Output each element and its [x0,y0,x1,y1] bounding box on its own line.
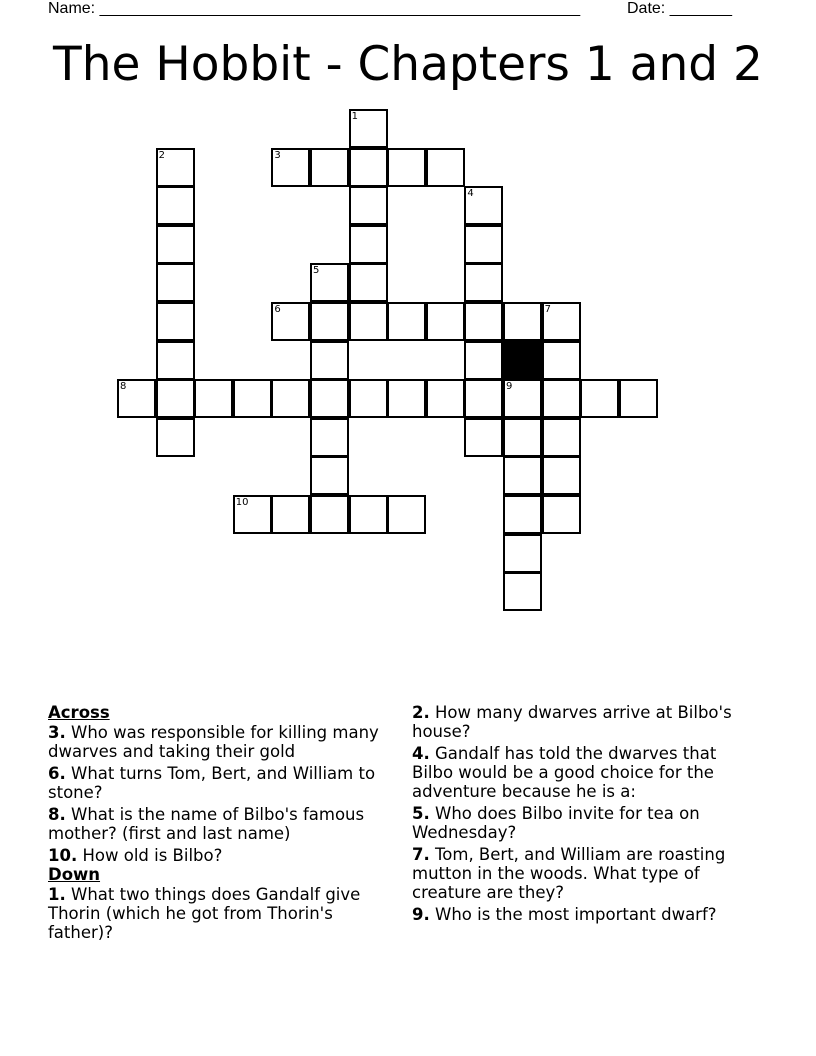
crossword-cell[interactable] [503,379,542,418]
crossword-cell[interactable] [349,263,388,302]
cell-number: 3 [274,149,281,161]
cell-number: 5 [313,265,320,277]
crossword-cell[interactable] [156,418,195,457]
crossword-cell[interactable] [464,341,503,380]
crossword-cell[interactable] [156,341,195,380]
crossword-cell[interactable] [271,302,310,341]
clue-across-6 [48,764,398,802]
clue-text: Who was responsible for killing many dwarves and taking their gold [48,723,379,761]
crossword-cell[interactable] [271,495,310,534]
crossword-cell[interactable] [542,495,581,534]
crossword-cell[interactable] [464,302,503,341]
clue-number: 5. [412,804,430,823]
crossword-cell[interactable] [156,302,195,341]
clues-left-column [48,703,398,945]
crossword-cell[interactable] [233,379,272,418]
clue-across-10 [48,846,398,865]
cell-number: 7 [544,304,551,315]
crossword-cell[interactable] [542,456,581,495]
clue-number: 3. [48,723,66,742]
clue-text: What is the name of Bilbo's famous mother? (first and last name) [48,805,365,843]
clue-number: 6. [48,764,66,783]
crossword-cell[interactable] [156,379,195,418]
crossword-cell[interactable] [349,109,388,148]
crossword-cell[interactable] [117,379,156,418]
crossword-black-cell [503,341,542,380]
clue-text: Who is the most important dwarf? [435,905,717,924]
cell-number: 9 [506,381,513,393]
crossword-cell[interactable] [387,148,426,187]
crossword-cell[interactable] [349,495,388,534]
crossword-cell[interactable] [271,379,310,418]
crossword-cell[interactable] [310,495,349,534]
crossword-cell[interactable] [310,341,349,380]
name-field-label: Name: ______________________________________________________ [48,0,581,17]
clue-down-5 [412,804,762,842]
crossword-cell[interactable] [156,263,195,302]
crossword-cell[interactable] [619,379,658,418]
clue-down-2 [412,703,762,741]
crossword-cell[interactable] [542,379,581,418]
clue-number: 1. [48,885,66,904]
clue-number: 4. [412,744,430,763]
cell-number: 2 [158,149,165,161]
crossword-cell[interactable] [542,302,581,341]
crossword-cell[interactable] [464,418,503,457]
crossword-cell[interactable] [349,186,388,225]
clue-down-7 [412,845,762,902]
clue-number: 8. [48,805,66,824]
crossword-cell[interactable] [349,148,388,187]
clue-text: What two things does Gandalf give Thorin (which he got from Thorin's father)? [48,885,361,942]
crossword-cell[interactable] [156,148,195,187]
crossword-cell[interactable] [503,302,542,341]
crossword-cell[interactable] [542,418,581,457]
crossword-cell[interactable] [310,379,349,418]
page-title: The Hobbit - Chapters 1 and 2 [53,37,763,92]
cell-number: 4 [467,188,474,200]
crossword-cell[interactable] [426,148,465,187]
crossword-cell[interactable] [503,572,542,611]
crossword-cell[interactable] [349,379,388,418]
crossword-cell[interactable] [464,379,503,418]
crossword-cell[interactable] [503,534,542,573]
date-field-label: Date: _______ [627,0,732,17]
clue-text: How many dwarves arrive at Bilbo's house? [412,703,732,741]
crossword-cell[interactable] [233,495,272,534]
across-heading: Across [48,703,110,722]
crossword-cell[interactable] [387,302,426,341]
clue-across-3 [48,723,398,761]
cell-number: 1 [351,111,358,122]
crossword-cell[interactable] [542,341,581,380]
clue-text: How old is Bilbo? [82,846,223,865]
clue-number: 9. [412,905,430,924]
crossword-cell[interactable] [310,418,349,457]
crossword-cell[interactable] [503,495,542,534]
crossword-cell[interactable] [580,379,619,418]
crossword-cell[interactable] [310,456,349,495]
cell-number: 6 [274,304,281,315]
crossword-cell[interactable] [349,302,388,341]
crossword-cell[interactable] [156,225,195,264]
clue-across-8 [48,805,398,843]
crossword-cell[interactable] [310,302,349,341]
crossword-cell[interactable] [503,418,542,457]
clue-text: Who does Bilbo invite for tea on Wednesday? [412,804,700,842]
clue-text: Gandalf has told the dwarves that Bilbo would be a good choice for the adventure because he is a: [412,744,717,801]
clue-number: 7. [412,845,430,864]
clue-number: 2. [412,703,430,722]
cell-number: 8 [120,381,127,393]
clue-number: 10. [48,846,78,865]
crossword-cell[interactable] [426,302,465,341]
cell-number: 10 [235,497,249,508]
crossword-cell[interactable] [310,263,349,302]
clue-down-4 [412,744,762,801]
clue-text: Tom, Bert, and William are roasting mutton in the woods. What type of creature are they? [412,845,726,902]
down-heading: Down [48,865,101,884]
crossword-cell[interactable] [464,263,503,302]
crossword-cell[interactable] [194,379,233,418]
crossword-cell[interactable] [156,186,195,225]
crossword-cell[interactable] [387,495,426,534]
crossword-cell[interactable] [503,456,542,495]
crossword-cell[interactable] [271,148,310,187]
crossword-cell[interactable] [426,379,465,418]
crossword-cell[interactable] [310,148,349,187]
clues-right-column [412,703,762,927]
crossword-cell[interactable] [464,225,503,264]
crossword-cell[interactable] [387,379,426,418]
crossword-cell[interactable] [464,186,503,225]
crossword-cell[interactable] [349,225,388,264]
clue-down-1 [48,885,398,942]
clue-text: What turns Tom, Bert, and William to stone? [48,764,376,802]
clue-down-9 [412,905,762,924]
